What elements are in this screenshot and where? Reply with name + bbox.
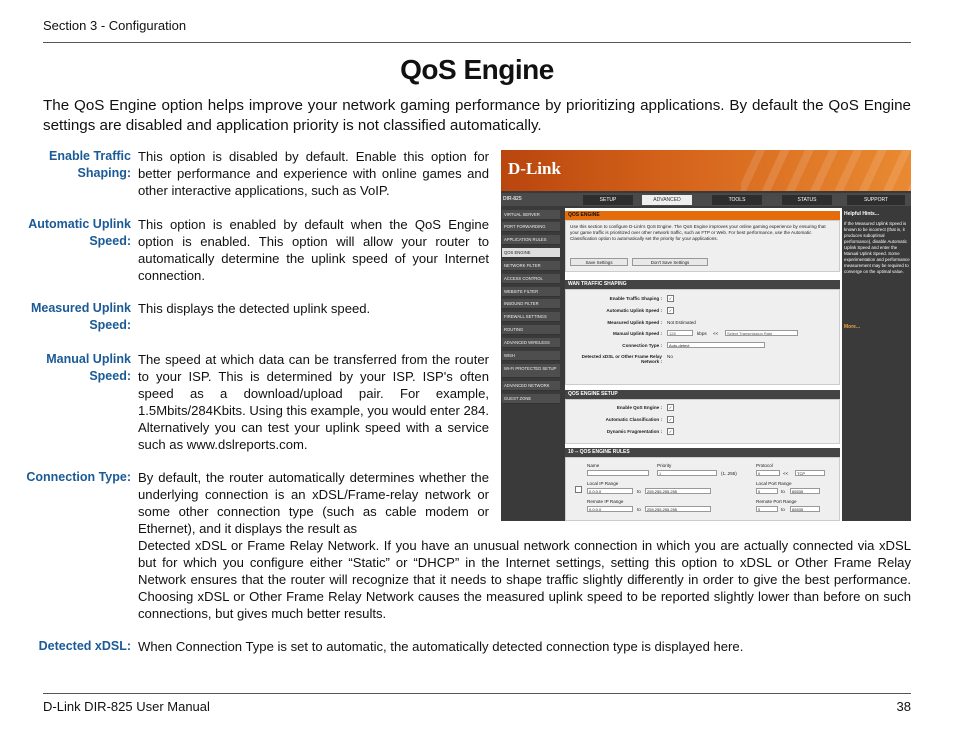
banner-stripes <box>741 150 911 191</box>
rule-name-input[interactable] <box>587 470 649 476</box>
term-manual-uplink-speed: Manual Uplink Speed: <box>46 352 131 383</box>
remote-ip-to-label: to <box>637 507 641 512</box>
page-title: QoS Engine <box>400 54 554 85</box>
rule-priority-label: Priority <box>657 463 672 468</box>
sidebar-item-network-filter[interactable]: NETWORK FILTER <box>502 261 560 271</box>
sidebar-item-firewall-settings[interactable]: FIREWALL SETTINGS <box>502 312 560 322</box>
connection-type-label: Connection Type : <box>622 343 662 348</box>
enable-traffic-shaping-checkbox[interactable]: ✓ <box>668 296 673 301</box>
qos-rules-heading: 10 -- QOS ENGINE RULES <box>565 448 840 457</box>
rule-priority-input[interactable]: 1 <box>657 470 717 476</box>
tab-support[interactable]: SUPPORT <box>847 195 905 205</box>
local-port-from-input[interactable]: 0 <box>756 488 778 494</box>
wan-traffic-shaping-box <box>565 289 840 385</box>
sidebar-item-guest-zone[interactable]: GUEST ZONE <box>502 394 560 404</box>
footer-rule <box>43 693 911 694</box>
manual-uplink-label: Manual Uplink Speed : <box>612 331 662 336</box>
dont-save-settings-button[interactable]: Don't Save Settings <box>632 258 708 266</box>
sidebar-item-routing[interactable]: ROUTING <box>502 325 560 335</box>
remote-port-range-label: Remote Port Range <box>756 499 797 504</box>
section-header: Section 3 - Configuration <box>43 18 187 33</box>
term-connection-type: Connection Type: <box>26 470 131 484</box>
footer-manual-title: D-Link DIR-825 User Manual <box>43 699 210 714</box>
kbps-label: kbps <box>697 331 707 336</box>
rule-priority-range: (1..255) <box>721 471 737 476</box>
desc-detected-xdsl: When Connection Type is set to automatic, the automatically detected connection type is displayed here. <box>138 639 744 654</box>
auto-classification-checkbox[interactable]: ✓ <box>668 417 673 422</box>
intro-paragraph: The QoS Engine option helps improve your network gaming performance by prioritizing applications. By default the QoS Engine settings are disabled and application priority is not classified automatically. <box>43 97 911 134</box>
hints-text: If the Measured Uplink Speed is known to be incorrect (that is, it produces suboptimal performance), disable Automatic Uplink Speed and enter the Manual Uplink Speed. Some experimentation and performance measurement may be required to converge on the optimal value. <box>844 221 910 274</box>
connection-type-select[interactable]: Auto-detect <box>667 342 765 348</box>
desc-connection-type: By default, the router automatically determines whether the underlying connection is an xDSL/Frame-relay network or some other connection type (such as cable modem or Ethernet), and it displays the result as <box>138 470 489 536</box>
local-ip-to-input[interactable]: 255.255.255.255 <box>645 488 711 494</box>
sidebar <box>501 208 562 521</box>
measured-uplink-value: Not Estimated <box>667 320 696 325</box>
enable-qos-checkbox[interactable]: ✓ <box>668 405 673 410</box>
dynamic-fragmentation-label: Dynamic Fragmentation : <box>606 429 662 434</box>
remote-ip-from-input[interactable]: 0.0.0.0 <box>587 506 633 512</box>
rule-protocol-select[interactable]: TCP <box>795 470 825 476</box>
auto-classification-label: Automatic Classification : <box>605 417 662 422</box>
qos-engine-setup-box <box>565 399 840 444</box>
measured-uplink-label: Measured Uplink Speed : <box>607 320 662 325</box>
desc-automatic-uplink-speed: This option is enabled by default when the QoS Engine option is enabled. This option will allow your router to automatically determine the uplink speed of your Internet connection. <box>138 217 489 283</box>
header-rule <box>43 42 911 43</box>
automatic-uplink-label: Automatic Uplink Speed : <box>606 308 662 313</box>
sidebar-item-virtual-server[interactable]: VIRTUAL SERVER <box>502 210 560 220</box>
local-ip-to-label: to <box>637 489 641 494</box>
more-link[interactable]: More... <box>844 324 861 330</box>
remote-port-to-label: to <box>781 507 785 512</box>
sidebar-item-port-forwarding[interactable]: PORT FORWARDING <box>502 222 560 232</box>
detected-xdsl-label: Detected xDSL or Other Frame Relay Network : <box>581 354 662 364</box>
remote-port-from-input[interactable]: 0 <box>756 506 778 512</box>
sidebar-item-advanced-wireless[interactable]: ADVANCED WIRELESS <box>502 338 560 348</box>
rule-protocol-input[interactable]: 6 <box>756 470 780 476</box>
desc-enable-traffic-shaping: This option is disabled by default. Enable this option for better performance and experience with online games and other interactive applications, such as VoIP. <box>138 149 489 198</box>
sidebar-item-website-filter[interactable]: WEBSITE FILTER <box>502 287 560 297</box>
save-settings-button[interactable]: Save Settings <box>570 258 628 266</box>
rule-protocol-arrows[interactable]: << <box>783 471 789 476</box>
desc-measured-uplink-speed: This displays the detected uplink speed. <box>138 301 371 316</box>
local-port-range-label: Local Port Range <box>756 481 792 486</box>
term-detected-xdsl: Detected xDSL: <box>38 639 131 653</box>
dlink-banner <box>501 150 911 191</box>
model-label: DIR-825 <box>503 196 522 202</box>
remote-ip-range-label: Remote IP Range <box>587 499 624 504</box>
router-screenshot <box>501 150 911 521</box>
tab-setup[interactable]: SETUP <box>583 195 633 205</box>
hints-title: Helpful Hints... <box>844 211 879 217</box>
remote-ip-to-input[interactable]: 255.255.255.255 <box>645 506 711 512</box>
dlink-logo: D-Link <box>508 159 561 178</box>
sidebar-item-qos-engine[interactable]: QOS ENGINE <box>502 248 560 258</box>
tab-status[interactable]: STATUS <box>782 195 832 205</box>
manual-uplink-input[interactable]: 128 <box>667 330 693 336</box>
main-panel <box>565 208 842 521</box>
sidebar-item-advanced-network[interactable]: ADVANCED NETWORK <box>502 381 560 391</box>
desc-manual-uplink-speed: The speed at which data can be transferred from the router to your ISP. This is determined by your ISP. ISP's often speed as a download/upload pair. For example, 1.5Mbits/284Kbits. Using this example, you would enter 284. Alternatively you can test your uplink speed with a service such as www.dslreports.com. <box>138 352 489 452</box>
qos-engine-heading: QOS ENGINE <box>565 211 840 220</box>
local-ip-from-input[interactable]: 0.0.0.0 <box>587 488 633 494</box>
local-port-to-label: to <box>781 489 785 494</box>
sidebar-item-application-rules[interactable]: APPLICATION RULES <box>502 235 560 245</box>
rule-protocol-label: Protocol <box>756 463 773 468</box>
helpful-hints-panel <box>842 208 911 521</box>
automatic-uplink-checkbox[interactable]: ✓ <box>668 308 673 313</box>
local-ip-range-label: Local IP Range <box>587 481 619 486</box>
copy-arrows[interactable]: << <box>713 331 719 336</box>
tab-advanced[interactable]: ADVANCED <box>642 195 692 205</box>
term-measured-uplink-speed: Measured Uplink Speed: <box>30 301 131 332</box>
remote-port-to-input[interactable]: 65535 <box>790 506 820 512</box>
term-automatic-uplink-speed: Automatic Uplink Speed: <box>28 217 131 248</box>
sidebar-item-wish[interactable]: WISH <box>502 351 560 361</box>
qos-engine-setup-heading: QOS ENGINE SETUP <box>565 390 840 399</box>
rule-name-label: Name <box>587 463 600 468</box>
sidebar-item-access-control[interactable]: ACCESS CONTROL <box>502 274 560 284</box>
tab-tools[interactable]: TOOLS <box>712 195 762 205</box>
sidebar-item-wps[interactable]: WI-FI PROTECTED SETUP <box>502 364 560 378</box>
sidebar-item-inbound-filter[interactable]: INBOUND FILTER <box>502 299 560 309</box>
qos-intro-box <box>565 220 840 272</box>
page-number: 38 <box>896 699 911 714</box>
local-port-to-input[interactable]: 65535 <box>790 488 820 494</box>
rule-enable-checkbox[interactable] <box>575 486 582 493</box>
enable-traffic-shaping-label: Enable Traffic Shaping : <box>609 296 662 301</box>
qos-rules-box <box>565 457 840 521</box>
enable-qos-label: Enable QoS Engine : <box>616 405 662 410</box>
term-enable-traffic-shaping: Enable Traffic Shaping: <box>49 149 131 180</box>
transmission-rate-select[interactable]: Select Transmission Rate <box>725 330 798 336</box>
wan-traffic-shaping-heading: WAN TRAFFIC SHAPING <box>565 280 840 289</box>
qos-intro-text: Use this section to configure D-Link's QoS Engine. The QoS Engine improves your online gaming experience by ensuring that your game traffic is prioritized over other network traffic, such as FTP or Web. For best performance, use the Automatic Classification option to automatically set the priority for your applications. <box>570 224 826 241</box>
dynamic-fragmentation-checkbox[interactable]: ✓ <box>668 429 673 434</box>
detected-xdsl-value: No <box>667 354 673 359</box>
desc-connection-type-continued: Detected xDSL or Frame Relay Network. If you have an unusual network connection in which you are actually connected via xDSL but for which you configure either “Static” or “DHCP” in the Internet settings, setting this option to xDSL or Other Frame Relay Network ensures that the router will recognize that it needs to shape traffic slightly differently in order to give the best performance. Choosing xDSL or Other Frame Relay Network causes the measured uplink speed to be reported slightly lower than before on such connections, but gives much better results. <box>138 538 911 621</box>
